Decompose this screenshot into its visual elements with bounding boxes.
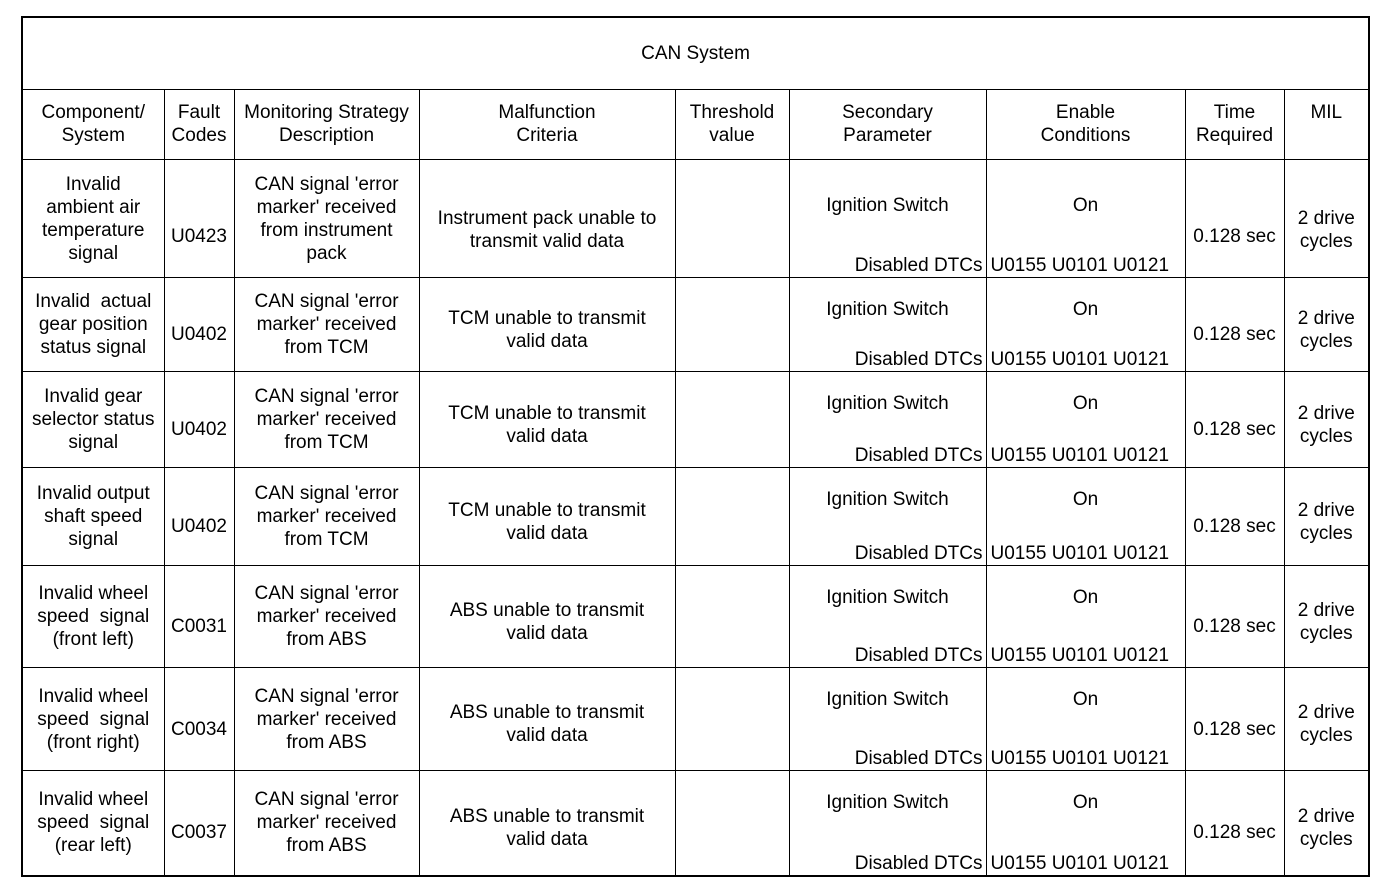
header-monitoring: Monitoring Strategy Description <box>234 90 419 160</box>
fault-code-cell: C0031 <box>164 566 234 668</box>
table-row <box>22 278 1369 372</box>
fault-code-cell: U0402 <box>164 278 234 372</box>
enable-condition-dtc-list: U0155 U0101 U0121 <box>990 349 1170 370</box>
monitoring-cell: CAN signal 'error marker' received from ABS <box>234 566 419 668</box>
malfunction-cell: TCM unable to transmit valid data <box>419 372 675 468</box>
time-required-cell: 0.128 sec <box>1185 771 1284 876</box>
header-enable: Enable Conditions <box>986 90 1185 160</box>
enable-conditions-cell <box>986 372 1185 468</box>
malfunction-cell: ABS unable to transmit valid data <box>419 771 675 876</box>
time-required-cell: 0.128 sec <box>1185 160 1284 278</box>
threshold-cell <box>675 668 789 771</box>
secondary-parameter-cell <box>789 668 986 771</box>
enable-condition-primary: On <box>1072 689 1099 710</box>
mil-cell: 2 drive cycles <box>1284 468 1369 566</box>
fault-code-cell: U0402 <box>164 372 234 468</box>
enable-condition-primary: On <box>1072 195 1099 216</box>
can-system-table <box>21 16 1370 877</box>
enable-condition-dtc-list: U0155 U0101 U0121 <box>990 255 1170 276</box>
mil-cell: 2 drive cycles <box>1284 771 1369 876</box>
table-row <box>22 771 1369 876</box>
enable-conditions-cell <box>986 160 1185 278</box>
enable-conditions-cell <box>986 566 1185 668</box>
table-row <box>22 668 1369 771</box>
header-component: Component/ System <box>22 90 164 160</box>
enable-condition-dtc-list: U0155 U0101 U0121 <box>990 748 1170 769</box>
secondary-parameter-cell <box>789 372 986 468</box>
header-row <box>22 90 1369 160</box>
mil-cell: 2 drive cycles <box>1284 160 1369 278</box>
threshold-cell <box>675 468 789 566</box>
malfunction-cell: ABS unable to transmit valid data <box>419 566 675 668</box>
secondary-parameter-primary: Ignition Switch <box>826 299 949 320</box>
secondary-parameter-cell <box>789 566 986 668</box>
enable-condition-primary: On <box>1072 792 1099 813</box>
secondary-parameter-primary: Ignition Switch <box>826 489 949 510</box>
enable-condition-primary: On <box>1072 489 1099 510</box>
secondary-parameter-cell <box>789 771 986 876</box>
malfunction-cell: TCM unable to transmit valid data <box>419 468 675 566</box>
secondary-parameter-cell <box>789 278 986 372</box>
mil-cell: 2 drive cycles <box>1284 372 1369 468</box>
monitoring-cell: CAN signal 'error marker' received from instrument pack <box>234 160 419 278</box>
time-required-cell: 0.128 sec <box>1185 278 1284 372</box>
fault-code-cell: U0423 <box>164 160 234 278</box>
secondary-parameter-disabled-dtcs: Disabled DTCs <box>854 445 983 466</box>
monitoring-cell: CAN signal 'error marker' received from ABS <box>234 771 419 876</box>
secondary-parameter-cell <box>789 160 986 278</box>
time-required-cell: 0.128 sec <box>1185 468 1284 566</box>
component-cell: Invalid wheel speed signal (front left) <box>22 566 164 668</box>
threshold-cell <box>675 160 789 278</box>
monitoring-cell: CAN signal 'error marker' received from TCM <box>234 468 419 566</box>
component-cell: Invalid output shaft speed signal <box>22 468 164 566</box>
enable-condition-primary: On <box>1072 393 1099 414</box>
component-cell: Invalid wheel speed signal (front right) <box>22 668 164 771</box>
enable-conditions-cell <box>986 771 1185 876</box>
threshold-cell <box>675 372 789 468</box>
enable-condition-primary: On <box>1072 587 1099 608</box>
secondary-parameter-disabled-dtcs: Disabled DTCs <box>854 349 983 370</box>
secondary-parameter-disabled-dtcs: Disabled DTCs <box>854 852 983 874</box>
enable-conditions-cell <box>986 668 1185 771</box>
table-row <box>22 160 1369 278</box>
malfunction-cell: TCM unable to transmit valid data <box>419 278 675 372</box>
header-mil: MIL <box>1284 90 1369 160</box>
secondary-parameter-primary: Ignition Switch <box>826 393 949 414</box>
header-malfunction: Malfunction Criteria <box>419 90 675 160</box>
enable-condition-dtc-list: U0155 U0101 U0121 <box>990 852 1170 874</box>
secondary-parameter-primary: Ignition Switch <box>826 792 949 813</box>
time-required-cell: 0.128 sec <box>1185 668 1284 771</box>
header-fault-codes: Fault Codes <box>164 90 234 160</box>
secondary-parameter-cell <box>789 468 986 566</box>
threshold-cell <box>675 566 789 668</box>
component-cell: Invalid ambient air temperature signal <box>22 160 164 278</box>
secondary-parameter-disabled-dtcs: Disabled DTCs <box>854 748 983 769</box>
fault-code-cell: C0037 <box>164 771 234 876</box>
secondary-parameter-disabled-dtcs: Disabled DTCs <box>854 255 983 276</box>
secondary-parameter-primary: Ignition Switch <box>826 689 949 710</box>
enable-condition-dtc-list: U0155 U0101 U0121 <box>990 543 1170 564</box>
enable-condition-primary: On <box>1072 299 1099 320</box>
table-row <box>22 372 1369 468</box>
threshold-cell <box>675 278 789 372</box>
mil-cell: 2 drive cycles <box>1284 668 1369 771</box>
enable-conditions-cell <box>986 468 1185 566</box>
fault-code-cell: U0402 <box>164 468 234 566</box>
secondary-parameter-disabled-dtcs: Disabled DTCs <box>854 645 983 666</box>
time-required-cell: 0.128 sec <box>1185 566 1284 668</box>
malfunction-cell: ABS unable to transmit valid data <box>419 668 675 771</box>
header-time: Time Required <box>1185 90 1284 160</box>
secondary-parameter-primary: Ignition Switch <box>826 587 949 608</box>
malfunction-cell: Instrument pack unable to transmit valid data <box>419 160 675 278</box>
enable-conditions-cell <box>986 278 1185 372</box>
secondary-parameter-primary: Ignition Switch <box>826 195 949 216</box>
threshold-cell <box>675 771 789 876</box>
secondary-parameter-disabled-dtcs: Disabled DTCs <box>854 543 983 564</box>
fault-code-cell: C0034 <box>164 668 234 771</box>
component-cell: Invalid gear selector status signal <box>22 372 164 468</box>
monitoring-cell: CAN signal 'error marker' received from ABS <box>234 668 419 771</box>
component-cell: Invalid wheel speed signal (rear left) <box>22 771 164 876</box>
header-secondary: Secondary Parameter <box>789 90 986 160</box>
enable-condition-dtc-list: U0155 U0101 U0121 <box>990 445 1170 466</box>
mil-cell: 2 drive cycles <box>1284 278 1369 372</box>
component-cell: Invalid actual gear position status signal <box>22 278 164 372</box>
time-required-cell: 0.128 sec <box>1185 372 1284 468</box>
enable-condition-dtc-list: U0155 U0101 U0121 <box>990 645 1170 666</box>
header-threshold: Threshold value <box>675 90 789 160</box>
table-title: CAN System <box>22 17 1369 90</box>
mil-cell: 2 drive cycles <box>1284 566 1369 668</box>
monitoring-cell: CAN signal 'error marker' received from TCM <box>234 372 419 468</box>
monitoring-cell: CAN signal 'error marker' received from TCM <box>234 278 419 372</box>
table-row <box>22 566 1369 668</box>
table-row <box>22 468 1369 566</box>
